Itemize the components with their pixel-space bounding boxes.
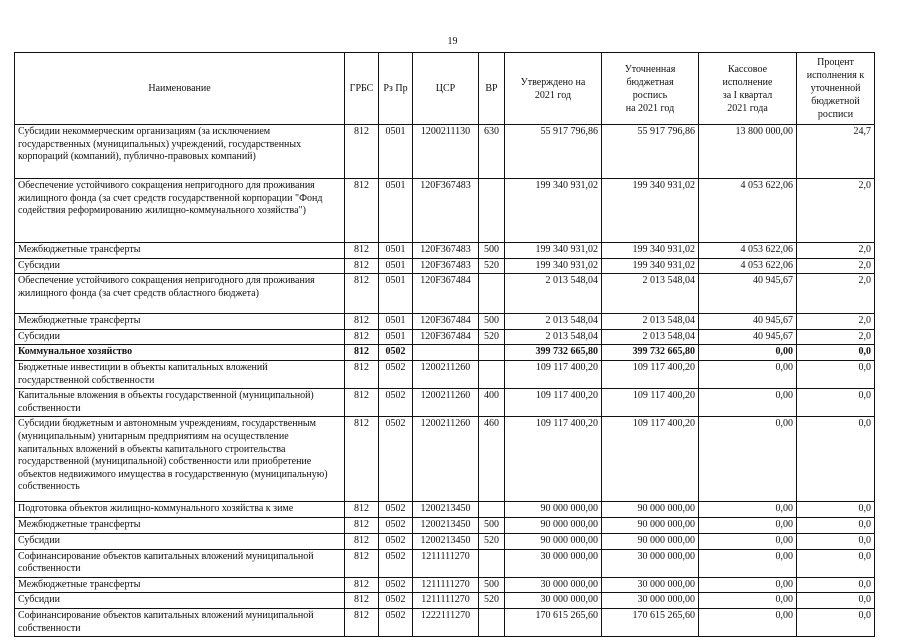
cell-refined: 2 013 548,04 xyxy=(602,329,699,345)
cell-cash: 0,00 xyxy=(699,518,797,534)
cell-percent: 0,0 xyxy=(797,593,875,609)
cell-approved: 2 013 548,04 xyxy=(505,329,602,345)
cell-vr: 400 xyxy=(479,389,505,417)
cell-grbs: 812 xyxy=(345,314,379,330)
cell-cash: 0,00 xyxy=(699,593,797,609)
cell-refined: 90 000 000,00 xyxy=(602,533,699,549)
cell-approved: 399 732 665,80 xyxy=(505,345,602,361)
cell-grbs: 812 xyxy=(345,533,379,549)
cell-refined: 2 013 548,04 xyxy=(602,274,699,314)
cell-vr xyxy=(479,274,505,314)
cell-name: Межбюджетные трансферты xyxy=(15,314,345,330)
cell-approved: 90 000 000,00 xyxy=(505,518,602,534)
cell-refined: 199 340 931,02 xyxy=(602,258,699,274)
cell-approved: 109 117 400,20 xyxy=(505,417,602,502)
cell-csr: 1200211130 xyxy=(413,125,479,179)
cell-vr: 520 xyxy=(479,258,505,274)
cell-vr: 520 xyxy=(479,593,505,609)
cell-refined: 30 000 000,00 xyxy=(602,593,699,609)
cell-refined: 109 117 400,20 xyxy=(602,389,699,417)
table-row xyxy=(15,593,875,609)
cell-vr: 630 xyxy=(479,125,505,179)
table-row xyxy=(15,389,875,417)
cell-approved: 30 000 000,00 xyxy=(505,593,602,609)
cell-grbs: 812 xyxy=(345,243,379,259)
cell-rzpr: 0501 xyxy=(379,329,413,345)
page-number: 19 xyxy=(447,36,458,47)
cell-rzpr: 0502 xyxy=(379,360,413,388)
header-name: Наименование xyxy=(15,53,345,125)
budget-table xyxy=(14,52,875,637)
cell-rzpr: 0502 xyxy=(379,577,413,593)
cell-name: Субсидии некоммерческим организациям (за исключением государственных (муниципальных) учреждений, государственных корпораций (компаний), публично-правовых компаний) xyxy=(15,125,345,179)
cell-name: Подготовка объектов жилищно-коммунального хозяйства к зиме xyxy=(15,502,345,518)
cell-vr xyxy=(479,608,505,636)
cell-refined: 109 117 400,20 xyxy=(602,417,699,502)
cell-refined: 199 340 931,02 xyxy=(602,243,699,259)
cell-vr: 520 xyxy=(479,533,505,549)
cell-name: Софинансирование объектов капитальных вложений муниципальной собственности xyxy=(15,608,345,636)
cell-cash: 0,00 xyxy=(699,533,797,549)
header-cash: Кассовое исполнение за I квартал 2021 года xyxy=(699,53,797,125)
cell-approved: 199 340 931,02 xyxy=(505,179,602,243)
cell-percent: 2,0 xyxy=(797,179,875,243)
cell-rzpr: 0501 xyxy=(379,258,413,274)
cell-vr: 500 xyxy=(479,314,505,330)
cell-name: Софинансирование объектов капитальных вложений муниципальной собственности xyxy=(15,549,345,577)
table-row xyxy=(15,329,875,345)
table-row xyxy=(15,125,875,179)
cell-csr: 120F367483 xyxy=(413,243,479,259)
cell-approved: 199 340 931,02 xyxy=(505,258,602,274)
cell-approved: 2 013 548,04 xyxy=(505,314,602,330)
cell-name: Субсидии xyxy=(15,593,345,609)
cell-grbs: 812 xyxy=(345,593,379,609)
cell-csr: 1211111270 xyxy=(413,549,479,577)
cell-rzpr: 0502 xyxy=(379,345,413,361)
cell-cash: 0,00 xyxy=(699,577,797,593)
header-vr: ВР xyxy=(479,53,505,125)
cell-rzpr: 0501 xyxy=(379,179,413,243)
cell-name: Межбюджетные трансферты xyxy=(15,518,345,534)
cell-csr: 120F367484 xyxy=(413,314,479,330)
cell-name: Капитальные вложения в объекты государственной (муниципальной) собственности xyxy=(15,389,345,417)
cell-name: Субсидии xyxy=(15,258,345,274)
cell-grbs: 812 xyxy=(345,518,379,534)
cell-csr: 1200213450 xyxy=(413,518,479,534)
cell-name: Бюджетные инвестиции в объекты капитальных вложений государственной собственности xyxy=(15,360,345,388)
cell-cash: 0,00 xyxy=(699,549,797,577)
cell-rzpr: 0501 xyxy=(379,243,413,259)
cell-percent: 2,0 xyxy=(797,243,875,259)
table-row xyxy=(15,360,875,388)
cell-grbs: 812 xyxy=(345,125,379,179)
table-row xyxy=(15,518,875,534)
header-percent: Процент исполнения к уточненной бюджетной росписи xyxy=(797,53,875,125)
cell-percent: 0,0 xyxy=(797,502,875,518)
cell-name: Межбюджетные трансферты xyxy=(15,243,345,259)
table-row xyxy=(15,258,875,274)
cell-percent: 0,0 xyxy=(797,533,875,549)
cell-percent: 24,7 xyxy=(797,125,875,179)
cell-name: Обеспечение устойчивого сокращения непригодного для проживания жилищного фонда (за счет средств государственной корпорации "Фонд содействия реформированию жилищно-коммунального хозяйства") xyxy=(15,179,345,243)
cell-rzpr: 0501 xyxy=(379,125,413,179)
cell-grbs: 812 xyxy=(345,360,379,388)
cell-grbs: 812 xyxy=(345,549,379,577)
header-rzpr: Рз Пр xyxy=(379,53,413,125)
table-row xyxy=(15,502,875,518)
cell-approved: 170 615 265,60 xyxy=(505,608,602,636)
table-body xyxy=(15,125,875,637)
cell-grbs: 812 xyxy=(345,274,379,314)
cell-grbs: 812 xyxy=(345,502,379,518)
cell-grbs: 812 xyxy=(345,258,379,274)
cell-vr xyxy=(479,179,505,243)
cell-approved: 2 013 548,04 xyxy=(505,274,602,314)
cell-grbs: 812 xyxy=(345,608,379,636)
cell-refined: 90 000 000,00 xyxy=(602,502,699,518)
cell-percent: 0,0 xyxy=(797,417,875,502)
cell-grbs: 812 xyxy=(345,329,379,345)
cell-refined: 30 000 000,00 xyxy=(602,577,699,593)
cell-rzpr: 0502 xyxy=(379,593,413,609)
cell-grbs: 812 xyxy=(345,577,379,593)
cell-cash: 40 945,67 xyxy=(699,274,797,314)
cell-refined: 30 000 000,00 xyxy=(602,549,699,577)
cell-cash: 13 800 000,00 xyxy=(699,125,797,179)
header-refined: Уточненная бюджетная роспись на 2021 год xyxy=(602,53,699,125)
cell-csr xyxy=(413,345,479,361)
table-row xyxy=(15,577,875,593)
cell-rzpr: 0502 xyxy=(379,502,413,518)
cell-csr: 120F367483 xyxy=(413,179,479,243)
cell-csr: 1211111270 xyxy=(413,593,479,609)
table-row xyxy=(15,314,875,330)
table-row xyxy=(15,417,875,502)
cell-percent: 0,0 xyxy=(797,577,875,593)
cell-percent: 2,0 xyxy=(797,274,875,314)
cell-percent: 2,0 xyxy=(797,314,875,330)
cell-refined: 2 013 548,04 xyxy=(602,314,699,330)
cell-csr: 1200211260 xyxy=(413,389,479,417)
cell-cash: 0,00 xyxy=(699,417,797,502)
cell-approved: 30 000 000,00 xyxy=(505,549,602,577)
cell-rzpr: 0502 xyxy=(379,533,413,549)
cell-cash: 4 053 622,06 xyxy=(699,258,797,274)
table-row xyxy=(15,533,875,549)
cell-refined: 55 917 796,86 xyxy=(602,125,699,179)
cell-name: Обеспечение устойчивого сокращения непригодного для проживания жилищного фонда (за счет средств областного бюджета) xyxy=(15,274,345,314)
header-grbs: ГРБС xyxy=(345,53,379,125)
cell-approved: 90 000 000,00 xyxy=(505,502,602,518)
cell-percent: 2,0 xyxy=(797,258,875,274)
cell-refined: 199 340 931,02 xyxy=(602,179,699,243)
cell-cash: 0,00 xyxy=(699,608,797,636)
cell-cash: 4 053 622,06 xyxy=(699,179,797,243)
cell-approved: 109 117 400,20 xyxy=(505,360,602,388)
cell-approved: 90 000 000,00 xyxy=(505,533,602,549)
cell-approved: 109 117 400,20 xyxy=(505,389,602,417)
cell-csr: 1200211260 xyxy=(413,417,479,502)
header-csr: ЦСР xyxy=(413,53,479,125)
cell-csr: 1200213450 xyxy=(413,533,479,549)
cell-cash: 4 053 622,06 xyxy=(699,243,797,259)
cell-cash: 40 945,67 xyxy=(699,329,797,345)
cell-grbs: 812 xyxy=(345,345,379,361)
cell-cash: 0,00 xyxy=(699,389,797,417)
cell-refined: 399 732 665,80 xyxy=(602,345,699,361)
cell-vr xyxy=(479,502,505,518)
cell-rzpr: 0502 xyxy=(379,549,413,577)
cell-cash: 0,00 xyxy=(699,360,797,388)
table-row xyxy=(15,549,875,577)
cell-vr xyxy=(479,345,505,361)
cell-cash: 40 945,67 xyxy=(699,314,797,330)
cell-refined: 90 000 000,00 xyxy=(602,518,699,534)
cell-vr: 500 xyxy=(479,243,505,259)
cell-vr: 460 xyxy=(479,417,505,502)
cell-csr: 1200213450 xyxy=(413,502,479,518)
cell-cash: 0,00 xyxy=(699,345,797,361)
cell-name: Субсидии xyxy=(15,329,345,345)
cell-name: Коммунальное хозяйство xyxy=(15,345,345,361)
cell-percent: 2,0 xyxy=(797,329,875,345)
table-header xyxy=(15,53,875,125)
header-approved: Утверждено на 2021 год xyxy=(505,53,602,125)
cell-vr: 500 xyxy=(479,577,505,593)
cell-percent: 0,0 xyxy=(797,549,875,577)
cell-csr: 120F367483 xyxy=(413,258,479,274)
cell-grbs: 812 xyxy=(345,389,379,417)
cell-percent: 0,0 xyxy=(797,518,875,534)
cell-vr xyxy=(479,549,505,577)
cell-csr: 120F367484 xyxy=(413,329,479,345)
cell-grbs: 812 xyxy=(345,179,379,243)
cell-percent: 0,0 xyxy=(797,608,875,636)
cell-name: Субсидии бюджетным и автономным учреждениям, государственным (муниципальным) унитарным предприятиям на осуществление капитальных вложений в объекты капитального строительства государственной (муниципальной) собственности или приобретение объектов недвижимого имущества в государственную (муниципальную) собственность xyxy=(15,417,345,502)
table-row xyxy=(15,243,875,259)
cell-vr: 520 xyxy=(479,329,505,345)
cell-rzpr: 0502 xyxy=(379,389,413,417)
cell-refined: 109 117 400,20 xyxy=(602,360,699,388)
cell-vr: 500 xyxy=(479,518,505,534)
cell-csr: 1200211260 xyxy=(413,360,479,388)
cell-cash: 0,00 xyxy=(699,502,797,518)
cell-rzpr: 0502 xyxy=(379,417,413,502)
table-row xyxy=(15,608,875,636)
cell-rzpr: 0501 xyxy=(379,274,413,314)
table-row xyxy=(15,274,875,314)
cell-rzpr: 0501 xyxy=(379,314,413,330)
cell-percent: 0,0 xyxy=(797,360,875,388)
cell-percent: 0,0 xyxy=(797,389,875,417)
cell-approved: 55 917 796,86 xyxy=(505,125,602,179)
cell-approved: 30 000 000,00 xyxy=(505,577,602,593)
cell-approved: 199 340 931,02 xyxy=(505,243,602,259)
cell-csr: 1211111270 xyxy=(413,577,479,593)
cell-name: Межбюджетные трансферты xyxy=(15,577,345,593)
cell-grbs: 812 xyxy=(345,417,379,502)
table-row xyxy=(15,345,875,361)
cell-percent: 0,0 xyxy=(797,345,875,361)
cell-rzpr: 0502 xyxy=(379,608,413,636)
cell-vr xyxy=(479,360,505,388)
cell-csr: 120F367484 xyxy=(413,274,479,314)
cell-refined: 170 615 265,60 xyxy=(602,608,699,636)
cell-rzpr: 0502 xyxy=(379,518,413,534)
cell-csr: 1222111270 xyxy=(413,608,479,636)
cell-name: Субсидии xyxy=(15,533,345,549)
table-row xyxy=(15,179,875,243)
